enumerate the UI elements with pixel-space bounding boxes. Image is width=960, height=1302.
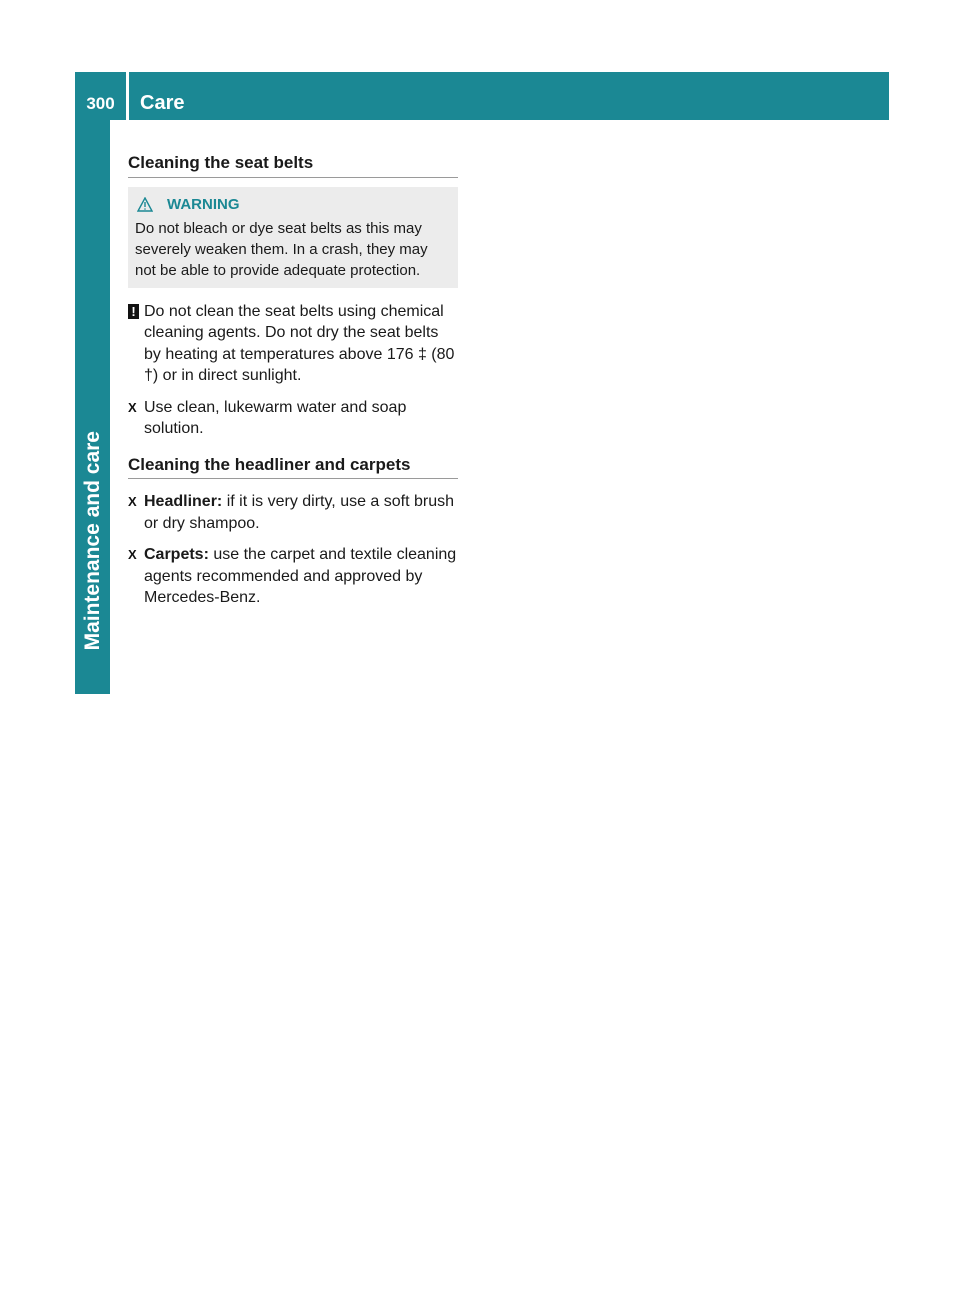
page-title: Care xyxy=(140,92,185,114)
step-label-headliner: Headliner: xyxy=(144,493,223,510)
side-tab-label: Maintenance and care xyxy=(80,430,104,650)
note-text: Do not clean the seat belts using chemical cleaning agents. Do not dry the seat belts by heating at temperatures above 176 ‡ (80 †) or in direct sunlight. xyxy=(144,302,455,384)
step-text: Use clean, lukewarm water and soap solution. xyxy=(144,398,407,437)
warning-label: WARNING xyxy=(167,195,240,213)
step-arrow-icon: X xyxy=(128,547,137,562)
step-item-carpets xyxy=(128,544,458,609)
step-text-headliner: if it is very dirty, use a soft brush or dry shampoo. xyxy=(144,493,455,532)
exclamation-icon: ! xyxy=(128,304,139,319)
step-text-carpets: use the carpet and textile cleaning agents recommended and approved by Mercedes-Benz. xyxy=(144,546,457,606)
header-divider xyxy=(126,72,129,120)
main-content xyxy=(128,152,458,609)
warning-triangle-icon xyxy=(137,197,153,212)
section-heading-seat-belts: Cleaning the seat belts xyxy=(128,152,458,178)
side-tab-label-wrapper xyxy=(75,120,110,650)
warning-text: Do not bleach or dye seat belts as this may severely weaken them. In a crash, they may not be able to provide adequate protection. xyxy=(135,219,428,279)
warning-box xyxy=(128,187,458,288)
step-label-carpets: Carpets: xyxy=(144,546,209,563)
section-heading-headliner-carpets: Cleaning the headliner and carpets xyxy=(128,454,458,480)
note-item xyxy=(128,301,458,387)
warning-header xyxy=(135,194,451,215)
header-bar xyxy=(75,72,889,120)
section-headliner-carpets xyxy=(128,454,458,609)
step-arrow-icon: X xyxy=(128,494,137,509)
step-arrow-icon: X xyxy=(128,399,137,415)
step-item-headliner xyxy=(128,491,458,534)
page-number: 300 xyxy=(86,94,115,113)
step-item xyxy=(128,397,458,440)
